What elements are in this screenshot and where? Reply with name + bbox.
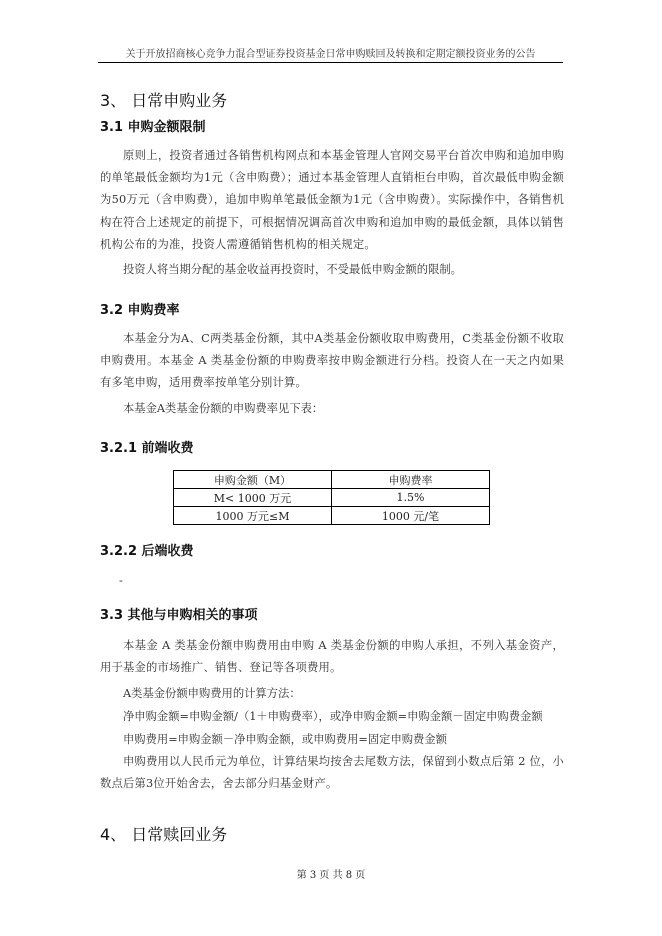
running-header: 关于开放招商核心竞争力混合型证券投资基金日常申购赎回及转换和定期定额投资业务的公告 <box>125 49 536 60</box>
section-3-2-2-content: - <box>119 574 123 587</box>
section-3-3-paragraph-5: 申购费用以人民币元为单位，计算结果均按舍去尾数方法，保留到小数点后第 2 位，小数点后第3位开始舍去，舍去部分归基金财产。 <box>100 755 564 791</box>
section-3-3-formula-1: 净申购金额=申购金额/（1＋申购费率），或净申购金额=申购金额－固定申购费金额 <box>123 710 543 723</box>
section-3-1-heading: 3.1 申购金额限制 <box>100 120 206 135</box>
section-3-3-paragraph-2: A类基金份额申购费用的计算方法： <box>123 687 301 700</box>
page-number: 第 3 页 共 8 页 <box>296 870 366 881</box>
section-3-2-2-heading: 3.2.2 后端收费 <box>100 544 194 559</box>
table-header-cell: 申购金额（M） <box>174 471 332 489</box>
section-3-3-formula-2: 申购费用=申购金额－净申购金额，或申购费用=固定申购费金额 <box>123 733 447 746</box>
section-3-3-paragraph-1: 本基金 A 类基金份额申购费用由申购 A 类基金份额的申购人承担，不列入基金资产，用于基金的市场推广、销售、登记等各项费用。 <box>100 639 564 675</box>
section-3-2-paragraph-2: 本基金A类基金份额的申购费率见下表： <box>123 402 324 415</box>
section-3-2-heading: 3.2 申购费率 <box>100 303 180 318</box>
table-cell: 1.5% <box>332 489 490 507</box>
section-3-1-paragraph-1: 原则上，投资者通过各销售机构网点和本基金管理人官网交易平台首次申购和追加申购的单笔最低金额均为1元（含申购费）；通过本基金管理人直销柜台申购，首次最低申购金额为50万元（含申购费），追加申购单笔最低金额为1元（含申购费）。实际操作中，各销售机构在符合上述规定的前提下，可根据情况调高首次申购和追加申购的最低金额，具体以销售机构公布的为准，投资人需遵循销售机构的相关规定。 <box>100 149 564 251</box>
table-row <box>174 489 490 507</box>
table-cell: M< 1000 万元 <box>174 489 332 507</box>
table-header-row <box>174 471 490 489</box>
header-divider <box>98 62 563 63</box>
table-row <box>174 507 490 525</box>
section-4-heading: 4、 日常赎回业务 <box>100 825 228 844</box>
table-cell: 1000 元/笔 <box>332 507 490 525</box>
section-3-1-paragraph-2: 投资人将当期分配的基金收益再投资时，不受最低申购金额的限制。 <box>123 263 462 276</box>
section-3-3-heading: 3.3 其他与申购相关的事项 <box>100 608 258 623</box>
table-header-cell: 申购费率 <box>332 471 490 489</box>
section-3-2-1-heading: 3.2.1 前端收费 <box>100 441 194 456</box>
section-3-2-paragraph-1: 本基金分为A、C两类基金份额，其中A类基金份额收取申购费用，C类基金份额不收取申购费用。本基金 A 类基金份额的申购费率按申购金额进行分档。投资人在一天之内如果有多笔申购，适用费率按单笔分别计算。 <box>100 332 564 390</box>
section-3-heading: 3、 日常申购业务 <box>100 91 228 110</box>
fee-table <box>173 470 490 525</box>
table-cell: 1000 万元≤M <box>174 507 332 525</box>
